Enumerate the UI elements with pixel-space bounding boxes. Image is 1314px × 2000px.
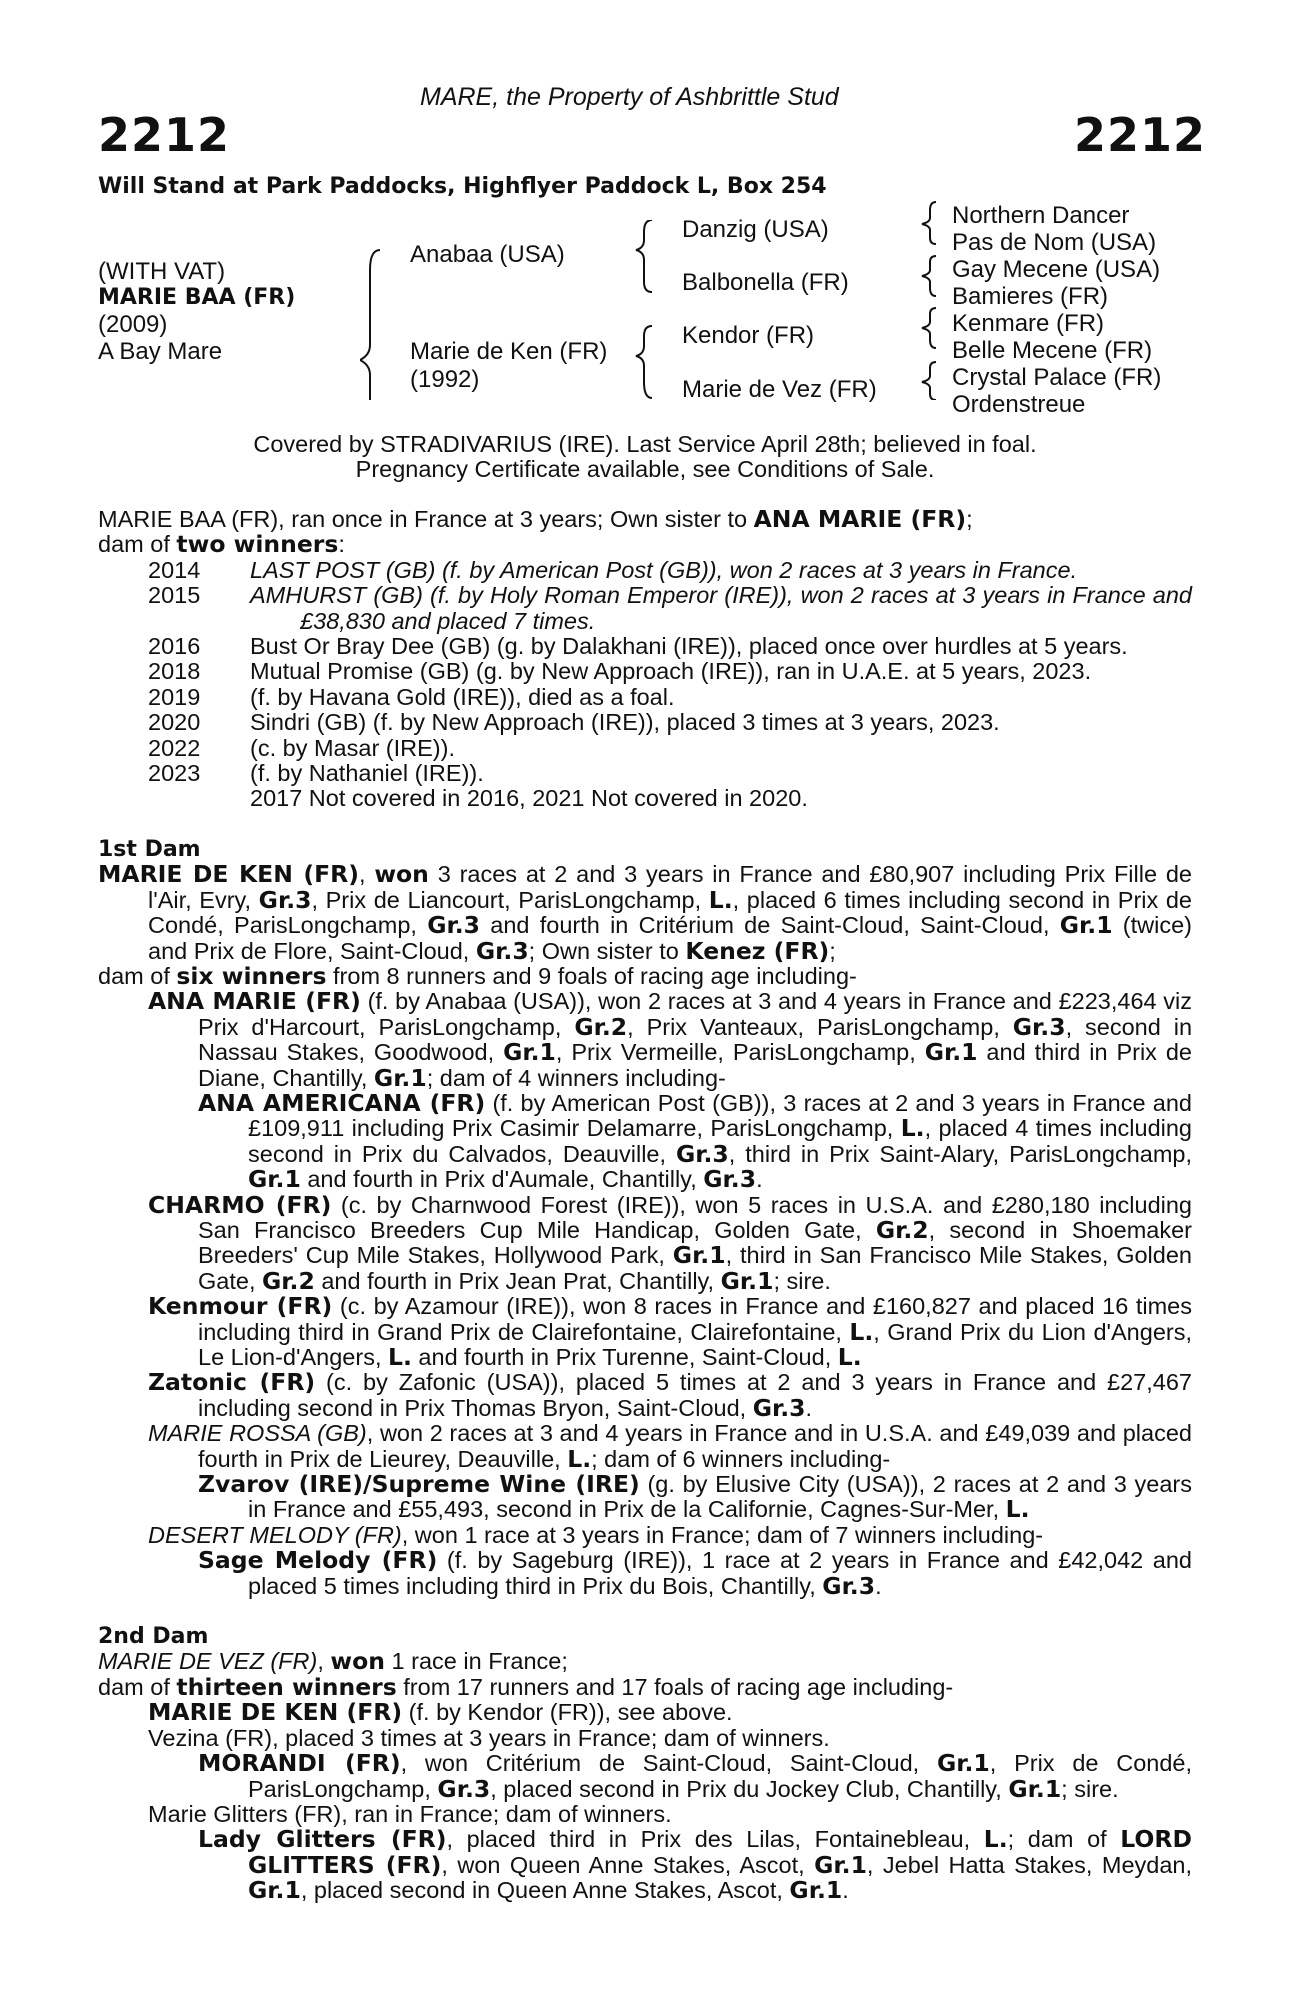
marie-rossa-entry: MARIE ROSSA (GB), won 2 races at 3 and 4 years in France and in U.S.A. and £49,039 and placed fourth in Prix de Lieurey, Deauville, L.; dam of 6 winners including-	[148, 1420, 1192, 1473]
horse-year: (2009)	[98, 311, 168, 338]
zvarov-entry: Zvarov (IRE)/Supreme Wine (IRE) (g. by Elusive City (USA)), 2 races at 2 and 3 years in France and £55,493, second in Prix de la Californie, Cagnes-Sur-Mer, L.	[198, 1470, 1193, 1524]
pregnancy-line: Pregnancy Certificate available, see Conditions of Sale.	[355, 456, 935, 483]
produce-row	[98, 634, 1192, 659]
first-dam-record: MARIE DE KEN (FR), won 3 races at 2 and 3 years in France and £80,907 including Prix Fille de l'Air, Evry, Gr.3, Prix de Liancourt, ParisLongchamp, L., placed 6 times including second in Prix de Condé, ParisLongchamp, Gr.3 and fourth in Critérium de Saint-Cloud, Saint-Cloud, Gr.1 (twice) and Prix de Flore, Saint-Cloud, Gr.3; Own sister to Kenez (FR);	[98, 860, 1192, 965]
charmo-entry: CHARMO (FR) (c. by Charnwood Forest (IRE)), won 5 races in U.S.A. and £280,180 including San Francisco Breeders Cup Mile Handicap, Golden Gate, Gr.2, second in Shoemaker Breeders' Cup Mile Stakes, Hollywood Park, Gr.1, third in San Francisco Mile Stakes, Golden Gate, Gr.2 and fourth in Prix Jean Prat, Chantilly, Gr.1; sire.	[148, 1190, 1193, 1295]
vat-note: (WITH VAT)	[98, 258, 226, 285]
own-sister-name: ANA MARIE (FR)	[753, 505, 967, 533]
dam: Marie de Ken (FR)	[410, 338, 608, 365]
lot-number-right: 2212	[1074, 108, 1207, 162]
produce-row	[98, 710, 1192, 735]
produce-text: Mutual Promise (GB) (g. by New Approach (IRE)), ran in U.A.E. at 5 years, 2023.	[250, 658, 1092, 685]
ggd-4: Ordenstreue	[952, 391, 1086, 418]
produce-row	[98, 736, 1192, 761]
produce-text: LAST POST (GB) (f. by American Post (GB)), won 2 races at 3 years in France.	[250, 556, 1078, 583]
marie-glitters-entry: Marie Glitters (FR), ran in France; dam of winners.	[148, 1800, 672, 1827]
catalogue-body	[98, 507, 1192, 1904]
ggd-1: Pas de Nom (USA)	[952, 229, 1157, 256]
intro-text: MARIE BAA (FR), ran once in France at 3 years; Own sister to	[98, 506, 754, 532]
produce-text: (f. by Nathaniel (IRE)).	[250, 760, 484, 787]
summary-punct: :	[338, 531, 345, 558]
ana-marie-entry: ANA MARIE (FR) (f. by Anabaa (USA)), won 2 races at 3 and 4 years in France and £223,464 viz Prix d'Harcourt, ParisLongchamp, Gr.2, Prix Vanteaux, ParisLongchamp, Gr.3, second in Nassau Stakes, Goodwood, Gr.1, Prix Vermeille, ParisLongchamp, Gr.1 and third in Prix de Diane, Chantilly, Gr.1; dam of 4 winners including-	[148, 987, 1193, 1092]
produce-text: Sindri (GB) (f. by New Approach (IRE)), placed 3 times at 3 years, 2023.	[250, 709, 1000, 736]
produce-year: 2019	[148, 683, 201, 710]
produce-summary	[98, 532, 1192, 557]
marie-de-ken-entry: MARIE DE KEN (FR) (f. by Kendor (FR)), see above.	[148, 1698, 733, 1727]
produce-list	[98, 558, 1192, 812]
zatonic-entry: Zatonic (FR) (c. by Zafonic (USA)), placed 5 times at 2 and 3 years in France and £27,467 including second in Prix Thomas Bryon, Saint-Cloud, Gr.3.	[148, 1368, 1192, 1422]
produce-note: 2017 Not covered in 2016, 2021 Not covered in 2020.	[250, 785, 808, 812]
stand-location: Will Stand at Park Paddocks, Highflyer Paddock L, Box 254	[98, 174, 827, 199]
morandi-entry: MORANDI (FR), won Critérium de Saint-Cloud, Saint-Cloud, Gr.1, Prix de Condé, ParisLongchamp, Gr.3, placed second in Prix du Jockey Club, Chantilly, Gr.1; sire.	[198, 1749, 1193, 1803]
ggs-4: Crystal Palace (FR)	[952, 364, 1162, 391]
produce-row	[98, 685, 1192, 710]
covering-line: Covered by STRADIVARIUS (IRE). Last Service April 28th; believed in foal.	[253, 431, 1037, 457]
produce-row	[98, 786, 1192, 811]
produce-year: 2022	[148, 734, 201, 761]
horse-description: A Bay Mare	[98, 338, 223, 365]
produce-row	[98, 761, 1192, 786]
produce-row	[98, 659, 1192, 684]
ggs-3: Kenmare (FR)	[952, 310, 1105, 337]
first-dam-produce-summary: dam of six winners from 8 runners and 9 foals of racing age including-	[98, 961, 857, 990]
ggs-2: Gay Mecene (USA)	[952, 256, 1161, 283]
produce-row	[98, 583, 1192, 634]
dam-sire: Kendor (FR)	[682, 322, 815, 349]
produce-row	[98, 558, 1192, 583]
produce-text-inner: AMHURST (GB) (f. by Holy Roman Emperor (IRE)), won 2 races at 3 years in France and £38,830 and placed 7 times.	[250, 582, 1192, 634]
catalogue-subtitle: MARE, the Property of Ashbrittle Stud	[420, 83, 839, 111]
intro-punct: ;	[966, 506, 973, 532]
sire-sire: Danzig (USA)	[682, 216, 829, 243]
produce-year: 2016	[148, 633, 201, 660]
ggd-3: Belle Mecene (FR)	[952, 337, 1153, 364]
second-dam-heading: 2nd Dam	[98, 1624, 209, 1650]
sire: Anabaa (USA)	[410, 241, 565, 268]
first-dam-heading: 1st Dam	[98, 836, 201, 862]
lot-number-left: 2212	[98, 108, 231, 162]
produce-text: (c. by Masar (IRE)).	[250, 734, 455, 761]
covering-note	[98, 432, 1192, 483]
summary-text: dam of	[98, 531, 177, 558]
produce-year: 2018	[148, 658, 201, 685]
produce-year: 2023	[148, 760, 201, 787]
produce-text	[250, 583, 1192, 634]
lady-glitters-entry: Lady Glitters (FR), placed third in Prix des Lilas, Fontainebleau, L.; dam of LORD GLITTERS (FR), won Queen Anne Stakes, Ascot, Gr.1, Jebel Hatta Stakes, Meydan, Gr.1, placed second in Queen Anne Stakes, Ascot, Gr.1.	[198, 1825, 1192, 1905]
produce-year: 2015	[148, 582, 201, 609]
ggs-1: Northern Dancer	[952, 202, 1130, 229]
produce-text: (f. by Havana Gold (IRE)), died as a foal.	[250, 683, 675, 710]
sage-melody-entry: Sage Melody (FR) (f. by Sageburg (IRE)), 1 race at 2 years in France and £42,042 and placed 5 times including third in Prix du Bois, Chantilly, Gr.3.	[198, 1546, 1192, 1600]
vezina-entry: Vezina (FR), placed 3 times at 3 years in France; dam of winners.	[148, 1724, 830, 1751]
sire-dam: Balbonella (FR)	[682, 269, 849, 296]
ana-americana-entry: ANA AMERICANA (FR) (f. by American Post (GB)), 3 races at 2 and 3 years in France and £109,911 including Prix Casimir Delamarre, ParisLongchamp, L., placed 4 times including second in Prix du Calvados, Deauville, Gr.3, third in Prix Saint-Alary, ParisLongchamp, Gr.1 and fourth in Prix d'Aumale, Chantilly, Gr.3.	[198, 1088, 1193, 1194]
produce-intro	[98, 507, 1192, 532]
produce-year: 2014	[148, 556, 201, 583]
produce-text: Bust Or Bray Dee (GB) (g. by Dalakhani (IRE)), placed once over hurdles at 5 years.	[250, 633, 1128, 660]
pedigree-brackets-outer	[916, 200, 956, 400]
second-dam-produce-summary: dam of thirteen winners from 17 runners and 17 foals of racing age including-	[98, 1672, 954, 1701]
produce-year: 2020	[148, 709, 201, 736]
horse-name: MARIE BAA (FR)	[98, 285, 296, 310]
ggd-2: Bamieres (FR)	[952, 283, 1109, 310]
dam-dam: Marie de Vez (FR)	[682, 376, 877, 403]
kenmour-entry: Kenmour (FR) (c. by Azamour (IRE)), won 8 races in France and £160,827 and placed 16 times including third in Grand Prix de Clairefontaine, Clairefontaine, L., Grand Prix du Lion d'Angers, Le Lion-d'Angers, L. and fourth in Prix Turenne, Saint-Cloud, L.	[148, 1292, 1192, 1371]
winners-count: two winners	[176, 530, 339, 559]
desert-melody-entry: DESERT MELODY (FR), won 1 race at 3 years in France; dam of 7 winners including-	[148, 1521, 1044, 1548]
second-dam-record: MARIE DE VEZ (FR), won 1 race in France;	[98, 1647, 568, 1676]
dam-year: (1992)	[410, 366, 480, 393]
